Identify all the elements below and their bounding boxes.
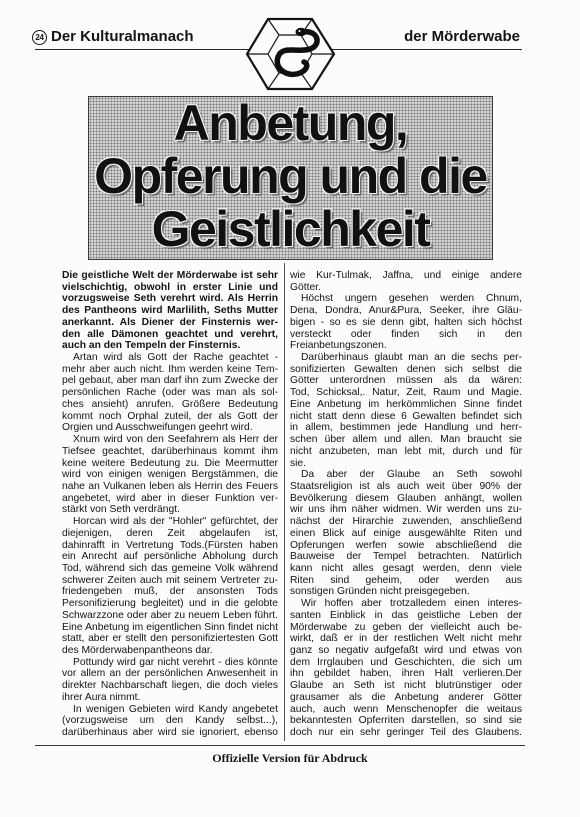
text-line-content: Tod, Schicksal,. Natur, Zeit, Raum und Magie. [290, 387, 522, 399]
text-line [62, 704, 278, 716]
text-line [290, 305, 522, 317]
text-line-content: Glaube an Seth ist nicht blutrünstiger oder [290, 680, 522, 692]
title-line: Opferung und die [94, 148, 487, 204]
text-line [290, 364, 522, 376]
text-line [290, 317, 522, 329]
text-line-content: Götter unterordnen müssen als da wären: [290, 375, 522, 387]
text-line [62, 340, 278, 352]
text-line-content: in allem, bestimmen jede Handlung und herr- [290, 422, 522, 434]
lead-paragraph [62, 270, 278, 352]
text-line-content: sonifizierten Gewalten denen sich selbst die [290, 363, 522, 375]
text-line-content: Götter. [290, 281, 321, 293]
text-line [290, 411, 522, 423]
paragraph [62, 704, 278, 739]
text-line-content: Mörderwabe zu geben der vielleicht auch be- [290, 621, 522, 633]
text-line [62, 692, 278, 704]
text-line [290, 458, 522, 470]
paragraph [62, 657, 278, 704]
text-line-content: grausamer als die Anbetung anderer Götter [290, 691, 522, 703]
text-line [62, 633, 278, 645]
text-line [62, 411, 278, 423]
text-line-content: Die geistliche Welt der Mörderwabe ist sehr [62, 270, 278, 281]
text-line-content: vorzugsweise Seth verehrt wird. Als Herrin [62, 293, 278, 305]
title-box [88, 96, 493, 260]
text-line [62, 668, 278, 680]
footer-rule [35, 745, 525, 746]
left-text-column [62, 270, 278, 739]
text-line-content: bigen - so es sie denn gibt, halten sich höchst [290, 316, 522, 328]
text-line-content: nicht statt denn diese 6 Gewalten befindet sich [290, 410, 522, 422]
text-line-content: versteckt oder finden sich in den [290, 328, 522, 340]
text-line [62, 551, 278, 563]
text-line [62, 586, 278, 598]
text-line [62, 282, 278, 294]
text-line [290, 434, 522, 446]
text-line [290, 610, 522, 622]
text-line-content: Höchst ungern gesehen werden Chnum, [301, 293, 522, 305]
text-line-content: bekanntesten Opferriten darstellen, so sind sie [290, 715, 522, 727]
text-line [290, 704, 522, 716]
text-line-content: ihn gebildet haben, ihren Halt verlieren.Der [290, 668, 522, 680]
hexagon-snake-logo-icon [244, 15, 338, 93]
text-line-content: Riten sind geheim, oder werden aus [290, 574, 522, 586]
text-line [62, 422, 278, 434]
text-line-content: ein Anrecht auf persönliche Abholung durch [62, 551, 278, 563]
text-line-content: Staatsreligion ist als auch weit über 90% der [290, 480, 522, 492]
text-line [62, 469, 278, 481]
text-line [290, 598, 522, 610]
text-line-content: darüberhinaus aber wird sie ignoriert, ebenso [62, 727, 278, 739]
text-line [290, 657, 522, 669]
text-line [290, 680, 522, 692]
text-line-content: santen Einblick in das geistliche Leben der [290, 609, 522, 621]
text-line-content: Eine Anbetung im eigentlichen Sinn findet nicht [62, 621, 278, 633]
text-line-content: kommt noch Orphal zuteil, der als Gott der [62, 410, 278, 422]
text-line [290, 481, 522, 493]
text-line-content: Tod, während sich das gemeine Volk während [62, 562, 278, 574]
text-line-content: Da aber der Glaube an Seth sowohl [301, 469, 522, 481]
text-line-content: einen Blick auf einige ausgewählte Riten und [290, 527, 522, 539]
text-line-content: dahinrafft in Vertretung Tods.(Fürsten haben [62, 539, 278, 551]
text-line [62, 270, 278, 282]
text-line [290, 446, 522, 458]
text-line [62, 528, 278, 540]
text-line [62, 364, 278, 376]
text-line-content: Orgien und Ausschweifungen geehrt wird. [62, 422, 253, 434]
text-line [62, 493, 278, 505]
paragraph [62, 516, 278, 657]
text-line [62, 622, 278, 634]
text-line [290, 469, 522, 481]
text-line [62, 329, 278, 341]
text-line [62, 305, 278, 317]
text-line-content: ches ansieht) anrufen. Größere Bedeutung [62, 398, 278, 410]
text-line-content: Bevölkerung diesem Glauben anhängt, wollen [290, 492, 522, 504]
footer-note: Offizielle Version für Abdruck [212, 751, 368, 765]
text-line [290, 340, 522, 352]
text-line [290, 563, 522, 575]
text-line [62, 598, 278, 610]
text-line [62, 727, 278, 739]
text-line [62, 399, 278, 411]
text-line [62, 352, 278, 364]
text-line-content: ganz so negativ aufgefaßt wird und etwas von [290, 645, 522, 656]
text-line-content: nächst der Hirarchie zuwenden, anschließend [290, 516, 522, 528]
text-line-content: Freianbetungszonen. [290, 340, 387, 352]
text-line [290, 715, 522, 727]
text-line [290, 516, 522, 528]
text-line-content: Artan wird als Gott der Rache geachtet - [73, 352, 278, 364]
text-line [290, 282, 522, 294]
text-line [62, 715, 278, 727]
paragraph [290, 293, 522, 352]
paragraph [62, 352, 278, 434]
text-line [290, 528, 522, 540]
text-line-content: anerkannt. Als Diener der Finsternis wer- [62, 316, 278, 328]
text-line-content: In wenigen Gebieten wird Kandy angebetet [73, 703, 278, 715]
text-line [290, 551, 522, 563]
text-line [62, 516, 278, 528]
text-line [62, 458, 278, 470]
text-line [290, 692, 522, 704]
paragraph [290, 352, 522, 469]
text-line [62, 575, 278, 587]
text-line-content: auch, auch wenn Menschenopfer die weitaus [290, 703, 522, 715]
text-line-content: auch an den Tempeln der Finsternis. [62, 340, 241, 352]
text-line-content: dem Irrglauben und Geschichten, die sich um [290, 656, 522, 668]
text-line-content: Bauweise der Tempel betrachten. Natürlich [290, 551, 522, 563]
page-number-badge [32, 30, 47, 45]
text-line [62, 657, 278, 669]
text-line [62, 293, 278, 305]
text-line [290, 293, 522, 305]
paragraph [290, 270, 522, 293]
text-line-content: keine weitere Bedeutung zu. Die Meermutter [62, 457, 278, 469]
text-line [290, 329, 522, 341]
text-line [62, 317, 278, 329]
text-line [290, 622, 522, 634]
text-line [290, 540, 522, 552]
text-line [290, 375, 522, 387]
text-line-content: nahe an Vulkanen leben als Herrin des Feuers [62, 480, 278, 492]
text-line-content: mehr aber auch nicht. Ihm werden keine Tem- [62, 363, 278, 375]
text-line [290, 493, 522, 505]
text-line [290, 387, 522, 399]
text-line [290, 668, 522, 680]
text-line [290, 575, 522, 587]
text-line-content: Darüberhinaus glaubt man an die sechs per- [301, 352, 522, 364]
text-line [62, 434, 278, 446]
publication-title: Der Kulturalmanach [51, 28, 194, 45]
text-line [290, 586, 522, 598]
text-line-content: Wir hoffen aber trotzalledem einen interes- [301, 598, 522, 610]
text-line [62, 387, 278, 399]
right-text-column [290, 270, 522, 739]
text-line-content: Dena, Dondra, Anur&Pura, Seeker, ihre Gläu- [290, 305, 522, 317]
text-line-content: friedengeben muß, der ansonsten Tods [62, 586, 278, 598]
text-line-content: stärkt von Seth verdrängt. [62, 504, 180, 516]
title-line: Anbetung, [173, 95, 408, 151]
text-line-content: statt, aber er stellt den personifiziertesten Gott [62, 633, 278, 645]
page-number: 24 [35, 33, 44, 42]
column-divider [284, 263, 285, 741]
text-line-content: Personifizierung begleitet) und in die gelobte [62, 598, 278, 610]
text-line [62, 563, 278, 575]
text-line [62, 375, 278, 387]
text-line-content: vielschichtig, obwohl in erster Linie und [62, 281, 278, 293]
text-line-content: Schwarzzone oder aber zu neuem Leben führt. [62, 609, 278, 621]
text-line [62, 540, 278, 552]
text-line-content: diejenigen, deren Zeit abgelaufen ist, [62, 527, 278, 539]
text-line [290, 399, 522, 411]
paragraph [62, 434, 278, 516]
text-line-content: Horcan wird als der "Hohler" gefürchtet, der [73, 516, 278, 528]
text-line [62, 481, 278, 493]
text-line-content: schwerer Zeiten auch mit seinem Vertreter zu- [62, 574, 278, 586]
text-line [290, 504, 522, 516]
text-line-content: sie. [290, 457, 307, 469]
text-line-content: des Mörderwabenpantheons dar. [62, 645, 213, 656]
text-line [290, 633, 522, 645]
honeycomb-frame [247, 19, 334, 89]
text-line-content: Eine Anbetung im herkömmlichen Sinne findet [290, 398, 522, 410]
text-line [290, 422, 522, 434]
text-line-content: (vorzugsweise um den Kandy selbst...), [62, 715, 278, 727]
text-line-content: kann nicht alles gesagt werden, denn viele [290, 562, 522, 574]
text-line-content: pel gebaut, aber man darf ihn zum Zwecke der [62, 375, 278, 387]
text-line-content: den alle Dämonen geachtet und verehrt, [62, 328, 278, 340]
text-line-content: wirkt, daß er in der restlichen Welt nicht mehr [290, 633, 522, 645]
text-line [62, 645, 278, 657]
text-line-content: schen über allem und allen. Man braucht sie [290, 434, 522, 446]
text-line [290, 645, 522, 657]
text-line-content: wird von einigen wenigen Bergstämmen, die [62, 469, 278, 481]
header-rule-left [35, 49, 250, 50]
text-line [290, 270, 522, 282]
header-rule-right [330, 49, 522, 50]
text-line [290, 352, 522, 364]
text-line-content: angebetet, wird aber in dieser Funktion ver- [62, 492, 278, 504]
text-line-content: Opferungen werfen sowie abschließend die [290, 539, 522, 551]
text-line-content: Pottundy wird gar nicht verehrt - dies könnte [73, 656, 278, 668]
text-line [62, 680, 278, 692]
text-line [62, 610, 278, 622]
section-title: der Mörderwabe [404, 28, 520, 45]
text-line-content: persönlichen Rache (oder was man als sol- [62, 387, 278, 399]
text-line-content: Xnum wird von den Seefahrern als Herr der [73, 434, 278, 446]
text-line-content: sonstigen Gründen nicht preisgegeben. [290, 586, 470, 598]
text-line-content: doch nur ein sehr geringer Teil des Glaubens. [290, 727, 522, 739]
text-line-content: direkter Nachbarschaft liegen, die doch vieles [62, 680, 278, 692]
text-line-content: des Pantheons wird Marlilith, Seths Mutter [62, 305, 278, 317]
text-line [62, 504, 278, 516]
text-line-content: nicht anzubeten, man lebt mit, durch und für [290, 445, 522, 457]
text-line [62, 446, 278, 458]
paragraph [290, 598, 522, 739]
text-line-content: vor allem an der persönlichen Anwesenheit in [62, 668, 278, 680]
title-line: Geistlichkeit [151, 201, 430, 257]
text-line-content: ihrer Aura nimmt. [62, 691, 141, 703]
text-line-content: Tiefsee geachtet, darüberhinaus kommt ihm [62, 445, 278, 457]
text-line-content: wir uns ihm näher widmen. Wir werden uns zu- [290, 504, 522, 516]
paragraph [290, 469, 522, 598]
text-line [290, 727, 522, 739]
text-line-content: wie Kur-Tulmak, Jaffna, und einige andere [290, 270, 522, 281]
